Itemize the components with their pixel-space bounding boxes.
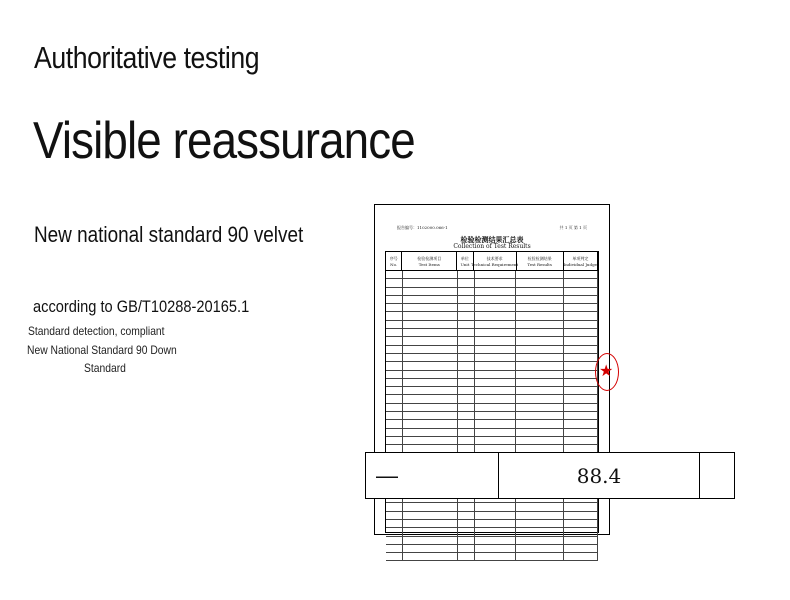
note-line-3: Standard xyxy=(84,361,126,375)
results-table-row xyxy=(386,371,598,379)
results-table-body xyxy=(386,271,598,561)
results-table-row xyxy=(386,304,598,312)
results-table-row xyxy=(386,321,598,329)
note-line-1: Standard detection, compliant xyxy=(28,324,165,338)
results-table-column-header: 单项判定 Individual Judge xyxy=(564,252,598,270)
results-table-row xyxy=(386,279,598,287)
results-table-column-header: 序号 No. xyxy=(386,252,402,270)
report-page: 共 1 页 第 1 页 xyxy=(559,225,587,230)
results-table-row xyxy=(386,337,598,345)
report-number: 报告编号：1102000.066-1 xyxy=(397,225,448,230)
results-table-row xyxy=(386,520,598,528)
results-table-row xyxy=(386,329,598,337)
results-table-column-header: 技术要求 Technical Requirement xyxy=(474,252,517,270)
report-subtitle: Collection of Test Results xyxy=(453,243,531,250)
results-table-row xyxy=(386,296,598,304)
results-table-row xyxy=(386,346,598,354)
results-table-row xyxy=(386,354,598,362)
results-table-row xyxy=(386,545,598,553)
results-table-row xyxy=(386,503,598,511)
results-table-row xyxy=(386,395,598,403)
results-table-column-header: 检验检测结果 Test Results xyxy=(517,252,564,270)
standard-reference: according to GB/T10288-20165.1 xyxy=(33,297,250,316)
results-table-header xyxy=(386,252,598,271)
heading-large: Visible reassurance xyxy=(33,112,415,170)
results-table-column-header: 单位 Unit xyxy=(457,252,473,270)
results-table-row xyxy=(386,362,598,370)
results-table-row xyxy=(386,312,598,320)
zoomed-result-row xyxy=(365,452,735,499)
results-table-row xyxy=(386,437,598,445)
report-title: 检验检测结果汇总表 xyxy=(460,235,524,244)
results-table-row xyxy=(386,412,598,420)
note-line-2: New National Standard 90 Down xyxy=(27,343,177,357)
heading-small: Authoritative testing xyxy=(34,40,260,75)
results-table-row xyxy=(386,528,598,536)
results-table-row xyxy=(386,404,598,412)
zoomed-value-cell: 88.4 xyxy=(499,453,700,498)
results-table-row xyxy=(386,429,598,437)
results-table-row xyxy=(386,288,598,296)
inspection-seal: ★ xyxy=(595,353,619,391)
results-table-row xyxy=(386,271,598,279)
results-table-row xyxy=(386,553,598,561)
results-table-column-header: 检验检测项目 Test Items xyxy=(402,252,457,270)
results-table-row xyxy=(386,512,598,520)
results-table-row xyxy=(386,537,598,545)
results-table-row xyxy=(386,379,598,387)
subheading: New national standard 90 velvet xyxy=(34,222,304,247)
zoomed-dash-cell: — xyxy=(366,453,499,498)
results-table-row xyxy=(386,420,598,428)
results-table-row xyxy=(386,387,598,395)
zoomed-empty-cell xyxy=(700,453,734,498)
